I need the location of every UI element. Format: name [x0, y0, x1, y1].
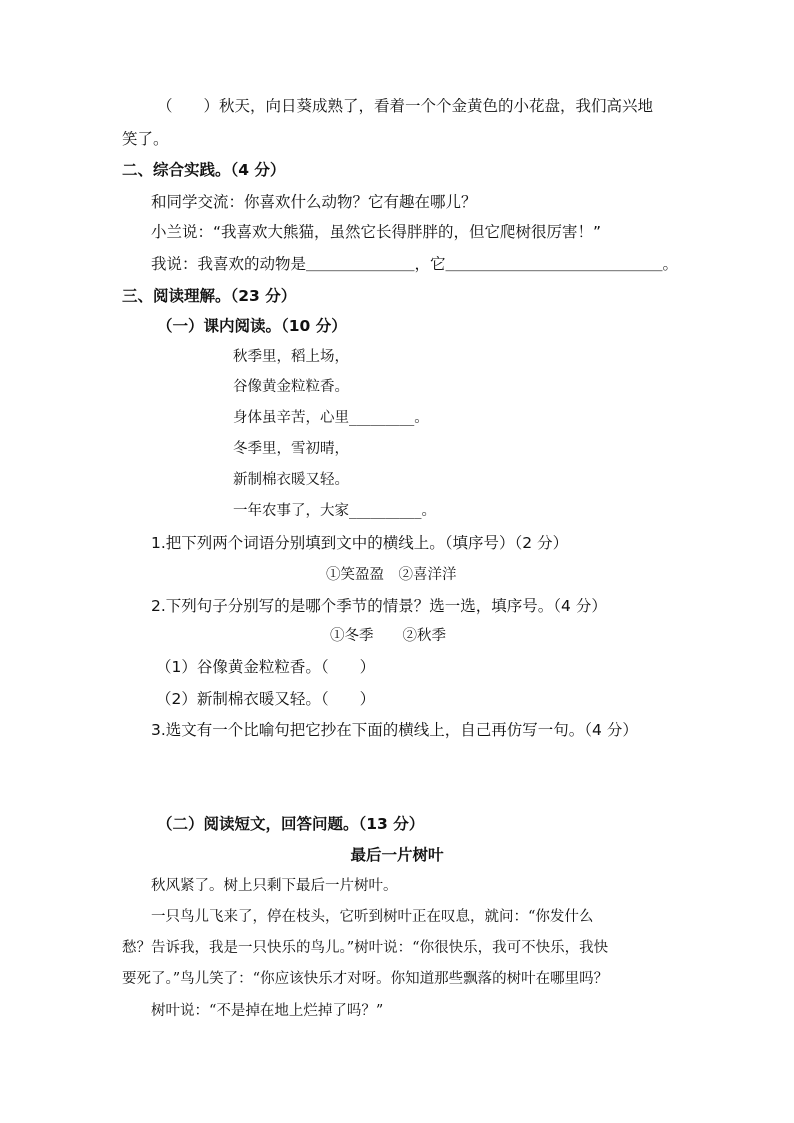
story-title: 最后一片树叶 [350, 846, 444, 864]
poem-line-4: 冬季里，雪初晴， [233, 441, 349, 457]
poem-line-5: 新制棉衣暖又轻。 [233, 472, 349, 488]
section-2-example: 小兰说：“我喜欢大熊猫，虽然它长得胖胖的，但它爬树很厉害！” [151, 223, 602, 241]
question-1: 1.把下列两个词语分别填到文中的横线上。（填序号）（2 分） [151, 534, 569, 552]
poem-line-3: 身体虽辛苦，心里_________。 [233, 410, 429, 426]
section-2-title: 二、综合实践。（4 分） [122, 161, 286, 179]
poem-line-1: 秋季里，稻上场， [233, 349, 349, 365]
question-2-item-2: （2）新制棉衣暖又轻。（ ） [156, 690, 376, 708]
section-3-title: 三、阅读理解。（23 分） [122, 287, 297, 305]
story-paragraph-2-line-2: 愁？告诉我，我是一只快乐的鸟儿。”树叶说：“你很快乐，我可不快乐，我快 [122, 940, 609, 956]
question-2: 2.下列句子分别写的是哪个季节的情景？选一选，填序号。（4 分） [151, 597, 607, 615]
part-1-title: （一）课内阅读。（10 分） [157, 317, 347, 335]
story-paragraph-3: 树叶说：“不是掉在地上烂掉了吗？” [151, 1003, 384, 1019]
poem-line-2: 谷像黄金粒粒香。 [233, 379, 349, 395]
question-2-item-1: （1）谷像黄金粒粒香。（ ） [156, 658, 376, 676]
part-2-title: （二）阅读短文，回答问题。（13 分） [157, 815, 425, 833]
story-paragraph-1: 秋风紧了。树上只剩下最后一片树叶。 [151, 878, 398, 894]
question-3: 3.选文有一个比喻句把它抄在下面的横线上，自己再仿写一句。（4 分） [151, 721, 638, 739]
question-1-options: ①笑盈盈 ②喜洋洋 [326, 567, 457, 583]
story-paragraph-2-line-3: 要死了。”鸟儿笑了：“你应该快乐才对呀。你知道那些飘落的树叶在哪里吗？ [122, 971, 609, 987]
story-paragraph-2-line-1: 一只鸟儿飞来了，停在枝头，它听到树叶正在叹息，就问：“你发什么 [151, 909, 594, 925]
question-2-options: ①冬季 ②秋季 [330, 628, 446, 644]
section-2-question: 和同学交流：你喜欢什么动物？它有趣在哪儿？ [151, 193, 477, 211]
section-2-answer-line: 我说：我喜欢的动物是＿＿＿＿＿＿＿，它＿＿＿＿＿＿＿＿＿＿＿＿＿＿。 [151, 255, 679, 273]
fill-in-sentence-line-1: （ ）秋天，向日葵成熟了，看着一个个金黄色的小花盘，我们高兴地 [157, 97, 654, 115]
poem-line-6: 一年农事了，大家__________。 [233, 503, 436, 519]
fill-in-sentence-line-2: 笑了。 [122, 130, 169, 148]
